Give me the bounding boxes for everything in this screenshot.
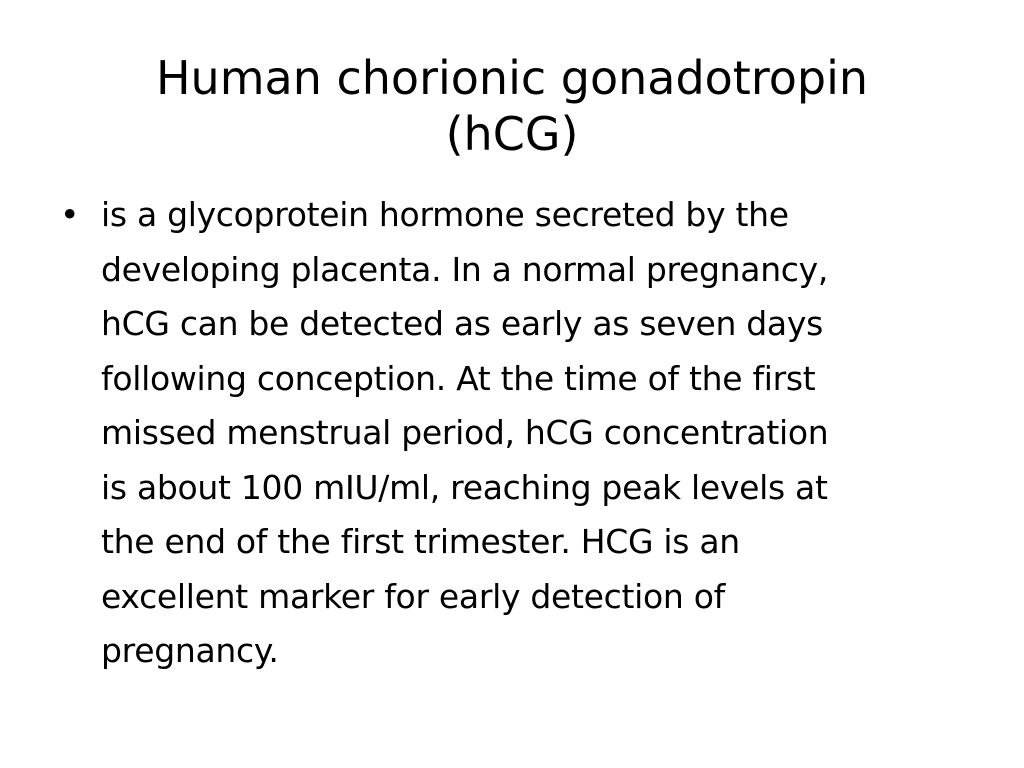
slide-title-line-2: (hCG)	[445, 107, 579, 161]
bullet-text-line: is about 100 mIU/ml, reaching peak levels at	[101, 467, 828, 507]
slide-title	[70, 50, 954, 162]
bullet-text-line: pregnancy.	[101, 631, 279, 670]
bullet-text-line: is a glycoprotein hormone secreted by the	[101, 195, 789, 234]
bullet-text-line: following conception. At the time of the first	[101, 358, 816, 398]
slide-body	[60, 188, 960, 679]
bullet-text-line: developing placenta. In a normal pregnancy,	[101, 249, 829, 289]
bullet-marker: •	[60, 195, 80, 234]
slide-title-line-1: Human chorionic gonadotropin	[155, 51, 869, 105]
bullet-text-line: hCG can be detected as early as seven days	[101, 304, 823, 343]
bullet-text-line: excellent marker for early detection of	[101, 576, 725, 616]
bullet-text-line: the end of the first trimester. HCG is an	[101, 522, 740, 561]
bullet-text-line: missed menstrual period, hCG concentration	[101, 413, 829, 452]
bullet-item	[60, 188, 960, 679]
